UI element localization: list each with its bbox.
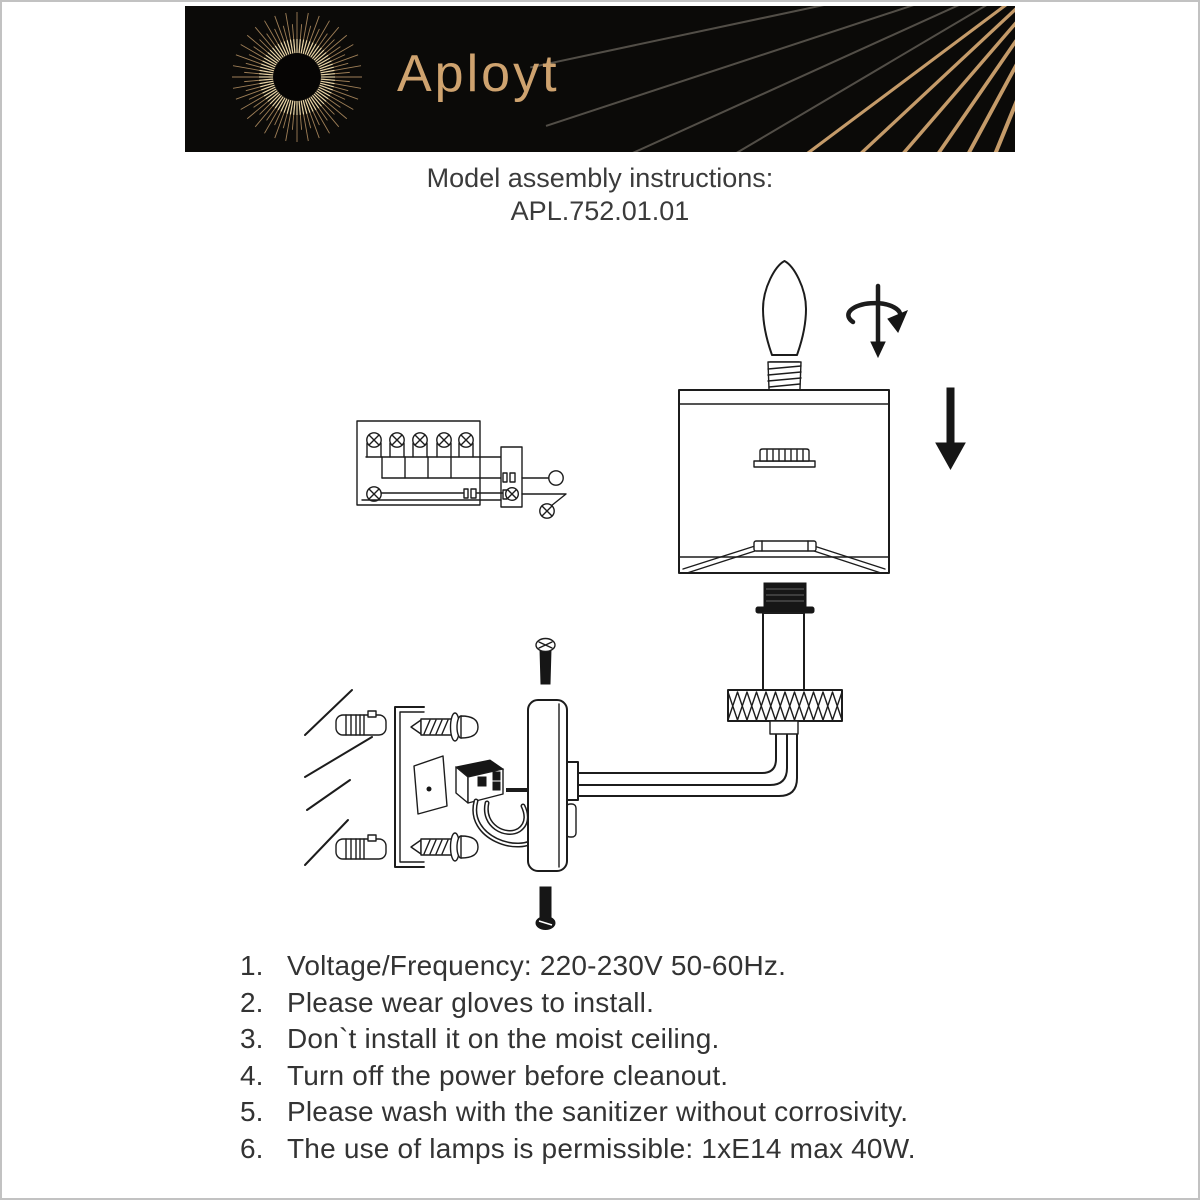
- instruction-list: [240, 948, 1020, 1168]
- list-item: [240, 985, 1020, 1022]
- candle-bulb-icon: [763, 261, 806, 400]
- item-text: Voltage/Frequency: 220-230V 50-60Hz.: [287, 950, 787, 981]
- item-number: 1.: [240, 950, 264, 981]
- list-item: [240, 1094, 1020, 1131]
- decorative-collar-drawing: [728, 690, 842, 734]
- wiring-schematic-drawing: [357, 421, 566, 518]
- item-text: Please wash with the sanitizer without corrosivity.: [287, 1096, 909, 1128]
- wall-arm-drawing: [562, 734, 797, 800]
- model-number: APL.752.01.01: [510, 196, 690, 226]
- item-number: 6.: [240, 1132, 264, 1164]
- list-item: [240, 1058, 1020, 1095]
- item-number: 5.: [240, 1096, 264, 1128]
- item-text: Please wear gloves to install.: [287, 986, 655, 1018]
- socket-drawing: [756, 583, 814, 613]
- down-arrow-icon: [936, 388, 965, 469]
- candle-tube-drawing: [763, 613, 804, 690]
- brand-name: Aployt: [397, 45, 560, 103]
- rotation-arrow-icon: [848, 286, 907, 357]
- item-text: The use of lamps is permissible: 1xE14 max 40W.: [287, 1132, 916, 1164]
- item-text: Don`t install it on the moist ceiling.: [287, 1023, 720, 1055]
- page-title: Model assembly instructions:: [426, 163, 774, 193]
- lampshade-drawing: [679, 390, 889, 573]
- item-number: 3.: [240, 1023, 264, 1055]
- item-text: Turn off the power before cleanout.: [287, 1059, 729, 1091]
- list-item: [240, 948, 1020, 985]
- item-number: 2.: [240, 986, 264, 1018]
- list-item: [240, 1131, 1020, 1168]
- canopy-plate-drawing: [528, 700, 567, 871]
- list-item: [240, 1021, 1020, 1058]
- item-number: 4.: [240, 1059, 264, 1091]
